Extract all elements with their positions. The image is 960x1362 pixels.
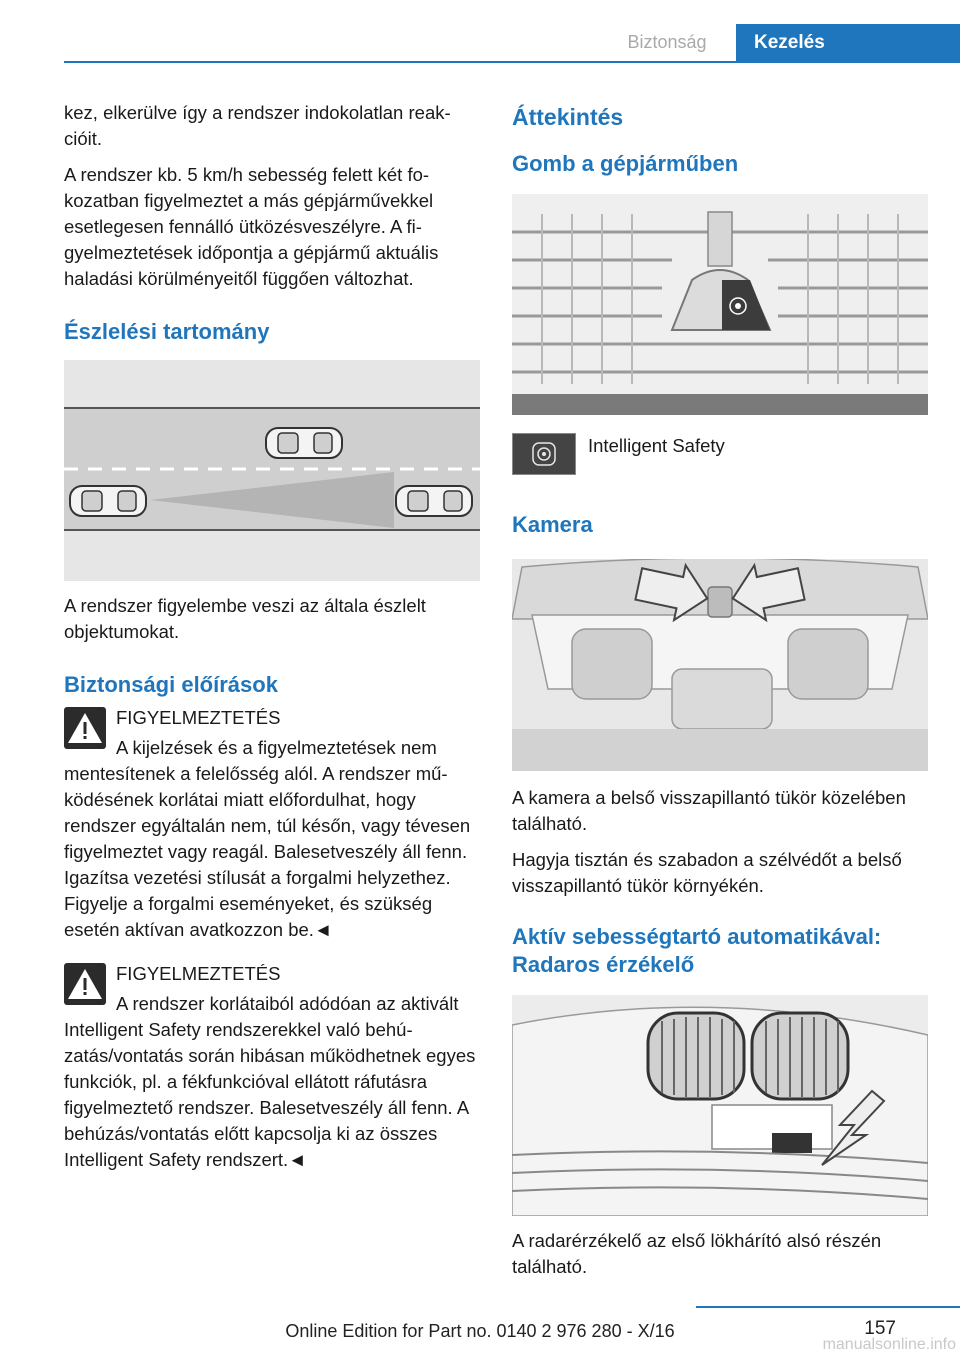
heading-safety-rules: Biztonsági előírások — [64, 672, 278, 697]
heading-button-in-vehicle: Gomb a gépjárműben — [512, 151, 739, 176]
car-ahead-icon — [266, 428, 342, 458]
footer-rule — [696, 1306, 960, 1308]
warning-2-title: FIGYELMEZTETÉS — [116, 963, 281, 984]
camera-interior-illustration — [512, 559, 928, 771]
radar-caption: A radarérzékelő az első lökhárító alsó részén található. — [512, 1230, 882, 1277]
footer-edition: Online Edition for Part no. 0140 2 976 280 - X/16 — [285, 1321, 675, 1341]
warning-block-1 — [64, 705, 480, 943]
left-column — [64, 100, 480, 1173]
heading-overview: Áttekintés — [512, 104, 624, 130]
dashboard-vents-illustration — [512, 194, 928, 415]
car-following-icon — [70, 486, 146, 516]
header-rule — [64, 61, 960, 63]
front-bumper-illustration — [512, 995, 928, 1216]
intelligent-safety-icon — [512, 433, 576, 475]
warning-block-2 — [64, 961, 480, 1173]
warning-2-text: A rendszer korlátaiból adódóan az aktivált Intelligent Safety rendszerekkel való behúzatás/vontatás során hibásan működhetnek egyes funkciók, pl. a fékfunkcióval ellátott ráfutásra figyelmeztető rendszer. Balesetveszély áll fenn. A behúzás/vontatás előtt kapcsolja ki az összes Intelligent Safety rendszert.◄ — [64, 993, 476, 1170]
radar-location-figure — [512, 995, 928, 1216]
button-location-figure — [512, 194, 928, 415]
header-chapter-tab[interactable]: Kezelés — [736, 24, 960, 61]
page-number: 157 — [864, 1318, 896, 1339]
camera-paragraph-1: A kamera a belső visszapillantó tükör közelében található. — [512, 787, 906, 834]
camera-paragraph-2: Hagyja tisztán és szabadon a szélvédőt a belső visszapillantó tükör környékén. — [512, 849, 902, 896]
heading-radar-line-1: Aktív sebességtartó automatikával: — [512, 924, 882, 949]
detection-caption: A rendszer figyelembe veszi az általa észlelt objektumokat. — [64, 595, 426, 642]
detection-range-illustration — [64, 360, 480, 581]
right-column — [512, 100, 928, 1290]
kidney-grille-left — [648, 1013, 744, 1099]
warning-1-text: A kijelzések és a figyelmeztetések nem mentesítenek a felelősség alól. A rendszer működésének korlátai miatt előfordulhat, hogy rendszer egyáltalán nem, túl későn, vagy tévesen figyelmeztet vagy reagál. Balesetveszély áll fenn. Igazítsa vezetési stílusát a forgalmi helyzethez. Figyelje a forgalmi eseményeket, és szükség esetén aktívan avatkozzon be.◄ — [64, 737, 471, 940]
warning-1-title: FIGYELMEZTETÉS — [116, 707, 281, 728]
button-legend-row — [512, 433, 928, 475]
detection-range-figure — [64, 360, 480, 581]
footer-watermark: manualsonline.info — [822, 1336, 956, 1353]
intro-paragraph-1: kez, elkerülve így a rendszer indokolatlan reakcióit. — [64, 102, 451, 149]
kidney-grille-right — [752, 1013, 848, 1099]
camera-location-figure — [512, 559, 928, 771]
header-section-tab[interactable]: Biztonság — [627, 32, 707, 52]
heading-detection-range: Észlelési tartomány — [64, 319, 270, 344]
warning-triangle-icon — [64, 963, 106, 1005]
heading-camera: Kamera — [512, 512, 593, 537]
intro-paragraph-2: A rendszer kb. 5 km/h sebesség felett két fokozatban figyelmeztet a más gépjárművekkel esetlegesen fennálló ütközésveszélyre. A figyelmeztetések időpontja a gépjármű aktuális haladási körülményeitől függően változhat. — [64, 164, 439, 289]
heading-radar-line-2: Radaros érzékelő — [512, 952, 695, 977]
warning-triangle-icon — [64, 707, 106, 749]
own-car-icon — [396, 486, 472, 516]
button-legend-label: Intelligent Safety — [588, 435, 725, 456]
